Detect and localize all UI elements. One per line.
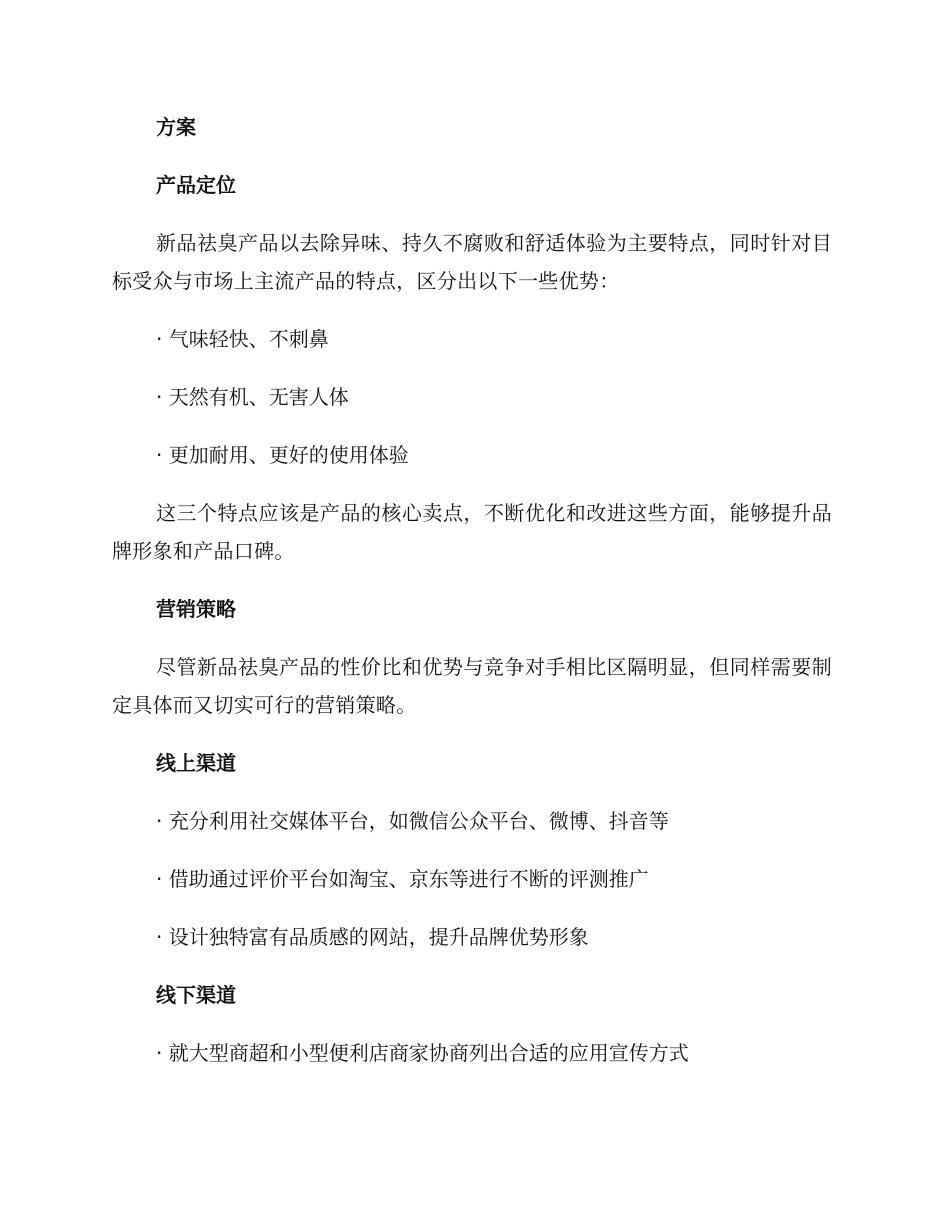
bullet-item: · 就大型商超和小型便利店商家协商列出合适的应用宣传方式: [156, 1041, 689, 1065]
bullet-item: · 气味轻快、不刺鼻: [156, 327, 329, 351]
positioning-closing-paragraph: 这三个特点应该是产品的核心卖点，不断优化和改进这些方面，能够提升品牌形象和产品口碑。: [112, 501, 832, 563]
section-heading-offline: 线下渠道: [156, 983, 236, 1007]
bullet-item: · 天然有机、无害人体: [156, 385, 349, 409]
document-body: [112, 108, 832, 1092]
bullet-item: · 充分利用社交媒体平台，如微信公众平台、微博、抖音等: [156, 809, 669, 833]
bullet-item: · 设计独特富有品质感的网站，提升品牌优势形象: [156, 925, 589, 949]
bullet-item: · 借助通过评价平台如淘宝、京东等进行不断的评测推广: [156, 867, 649, 891]
section-heading-marketing: 营销策略: [156, 597, 236, 621]
marketing-intro-paragraph: 尽管新品祛臭产品的性价比和优势与竞争对手相比区隔明显，但同样需要制定具体而又切实可行的营销策略。: [112, 655, 832, 717]
bullet-item: · 更加耐用、更好的使用体验: [156, 443, 409, 467]
document-title: 方案: [156, 115, 196, 139]
section-heading-positioning: 产品定位: [156, 173, 236, 197]
section-heading-online: 线上渠道: [156, 751, 236, 775]
positioning-intro-paragraph: 新品祛臭产品以去除异味、持久不腐败和舒适体验为主要特点，同时针对目标受众与市场上主流产品的特点，区分出以下一些优势：: [112, 231, 832, 293]
